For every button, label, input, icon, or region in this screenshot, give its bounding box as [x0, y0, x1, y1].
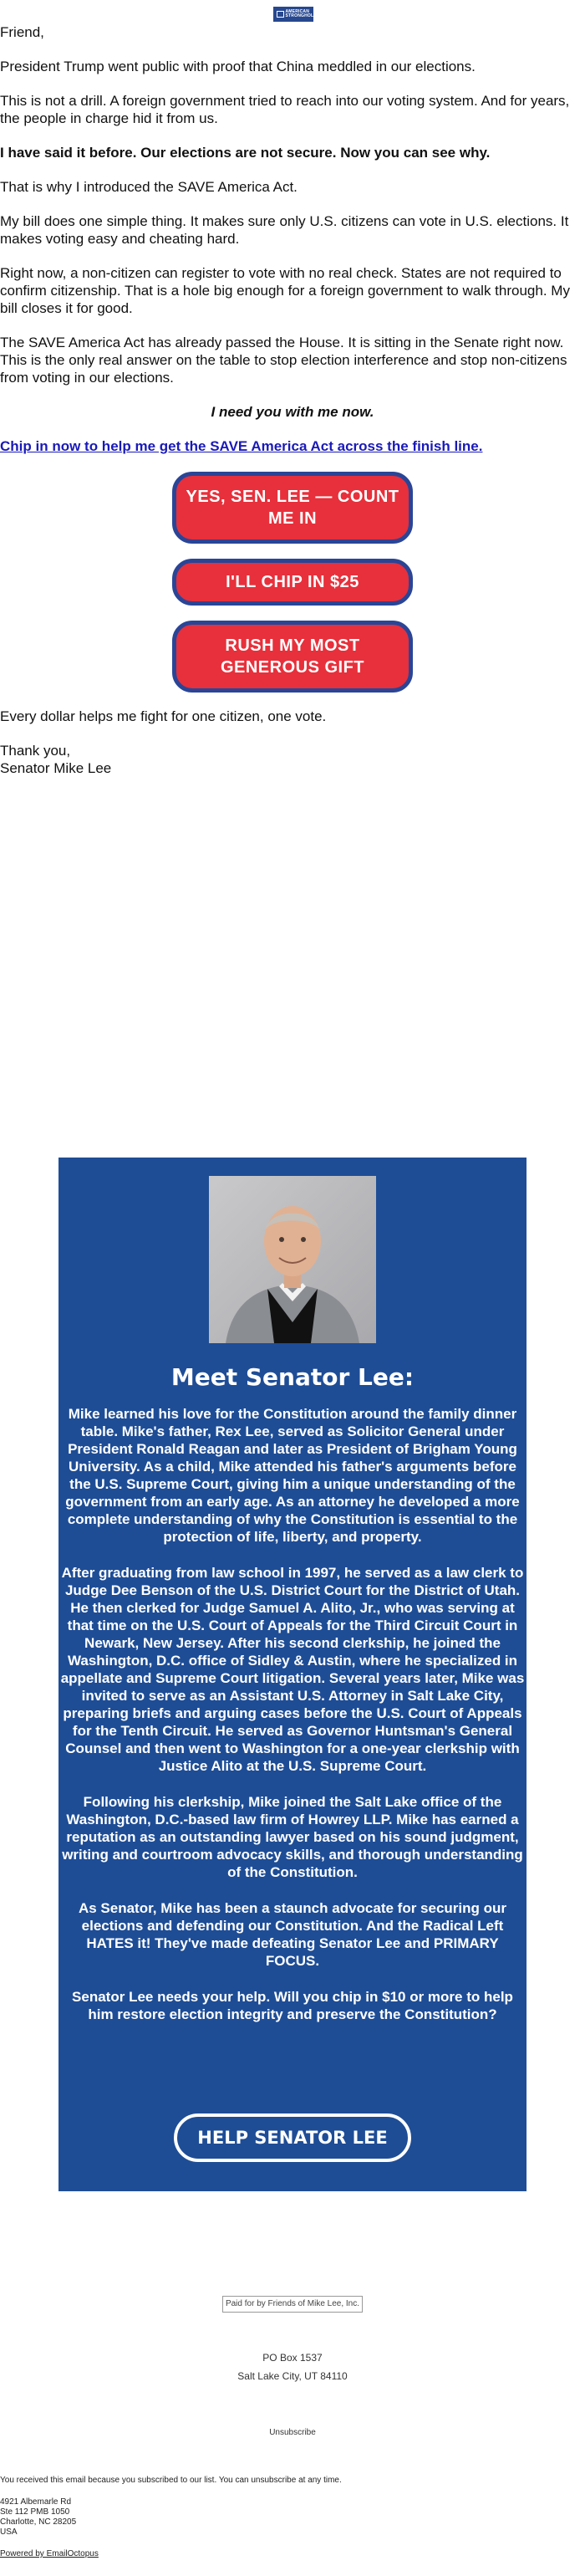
logo: [273, 7, 318, 22]
closing-line: Every dollar helps me fight for one citizen, one vote.: [0, 708, 327, 724]
address-line: PO Box 1537: [262, 2352, 323, 2364]
paragraph: Right now, a non-citizen can register to vote with no real check. States are not required to confirm citizenship. That is a hole big enough for a foreign government to walk through. My bill closes it for good.: [0, 265, 570, 316]
paragraph: My bill does one simple thing. It makes sure only U.S. citizens can vote in U.S. elections. It makes voting easy and cheating hard.: [0, 213, 569, 247]
paid-for-by-box: Paid for by Friends of Mike Lee, Inc.: [222, 2296, 363, 2313]
bio-paragraph: Following his clerkship, Mike joined the Salt Lake office of the Washington, D.C.-based law firm of Howrey LLP. Mike has earned a reputation as an outstanding lawyer based on his sound judgment, writing and courtroom advocacy skills, and thorough understanding of the Constitution.: [62, 1794, 523, 1880]
unsubscribe-link[interactable]: Unsubscribe: [269, 2428, 316, 2437]
donate-link[interactable]: Chip in now to help me get the SAVE America Act across the finish line.: [0, 438, 483, 454]
senator-photo: [209, 1176, 376, 1343]
bio-title: Meet Senator Lee:: [170, 1363, 415, 1391]
address-line: USA: [0, 2527, 18, 2537]
count-me-in-button[interactable]: YES, SEN. LEE — COUNT ME IN: [172, 472, 413, 544]
bio-paragraph: As Senator, Mike has been a staunch advocate for securing our elections and defending our Constitution. And the Radical Left HATES it! They've made defeating Senator Lee and PRIMARY FOCUS.: [78, 1900, 507, 1969]
flag-icon: [277, 11, 284, 18]
paragraph: President Trump went public with proof that China meddled in our elections.: [0, 59, 476, 74]
help-senator-lee-button[interactable]: HELP SENATOR LEE: [174, 2113, 411, 2162]
email-footer: [0, 2476, 585, 2571]
bio-paragraph: Senator Lee needs your help. Will you chip in $10 or more to help him restore election integrity and preserve the Constitution?: [72, 1989, 513, 2022]
bio-paragraph: Mike learned his love for the Constitution around the family dinner table. Mike's father, Rex Lee, served as Solicitor General under President Ronald Reagan and later as President of Brigham Young University. As a child, Mike attended his father's arguments before the U.S. Supreme Court, giving him a unique understanding of the government from an early age. As an attorney he developed a more complete understanding of why the Constitution is essential to the protection of life, liberty, and property.: [65, 1406, 520, 1545]
paragraph: That is why I introduced the SAVE America Act.: [0, 179, 298, 195]
mailing-address: [0, 2497, 585, 2538]
bio-paragraph: After graduating from law school in 1997, he served as a law clerk to Judge Dee Benson of the U.S. District Court for the District of Utah. He then clerked for Judge Samuel A. Alito, Jr., who was serving at that time on the U.S. Court of Appeals for the Third Circuit Court in Newark, New Jersey. After his second clerkship, he joined the Washington, D.C. office of Sidley & Austin, where he specialized in appellate and Supreme Court litigation. Several years later, Mike was invited to serve as an Assistant U.S. Attorney in Salt Lake City, preparing briefs and arguing cases before the U.S. Court of Appeals for the Tenth Circuit. He served as Governor Huntsman's General Counsel and then went to Washington for a one-year clerkship with Justice Alito at the U.S. Supreme Court.: [60, 1565, 525, 1774]
powered-by-link[interactable]: Powered by EmailOctopus: [0, 2549, 99, 2558]
generous-gift-button[interactable]: RUSH MY MOST GENEROUS GIFT: [172, 621, 413, 693]
received-note: You received this email because you subscribed to our list. You can unsubscribe at any time.: [0, 2476, 342, 2485]
thanks: Thank you,: [0, 743, 71, 759]
address-line: Charlotte, NC 28205: [0, 2517, 77, 2527]
logo-text: AMERICAN STRONGHOLD: [285, 9, 318, 18]
po-address: [0, 2349, 585, 2385]
signature: Senator Mike Lee: [0, 760, 112, 776]
paragraph-emphasis: I need you with me now.: [211, 404, 374, 420]
greeting: Friend,: [0, 24, 44, 40]
letter-body: [0, 23, 585, 777]
signature-block: [0, 742, 585, 777]
address-line: Ste 112 PMB 1050: [0, 2507, 70, 2517]
paragraph-bold: I have said it before. Our elections are not secure. Now you can see why.: [0, 145, 491, 161]
address-line: Salt Lake City, UT 84110: [237, 2370, 348, 2382]
address-line: 4921 Albemarle Rd: [0, 2497, 72, 2507]
chip-in-25-button[interactable]: I'LL CHIP IN $25: [172, 559, 413, 606]
paragraph: This is not a drill. A foreign government tried to reach into our voting system. And for years, the people in charge hid it from us.: [0, 93, 570, 126]
bio-section: [58, 1158, 526, 2191]
paragraph: The SAVE America Act has already passed the House. It is sitting in the Senate right now. This is the only real answer on the table to stop election interference and stop non-citizens from voting in our elections.: [0, 335, 567, 386]
